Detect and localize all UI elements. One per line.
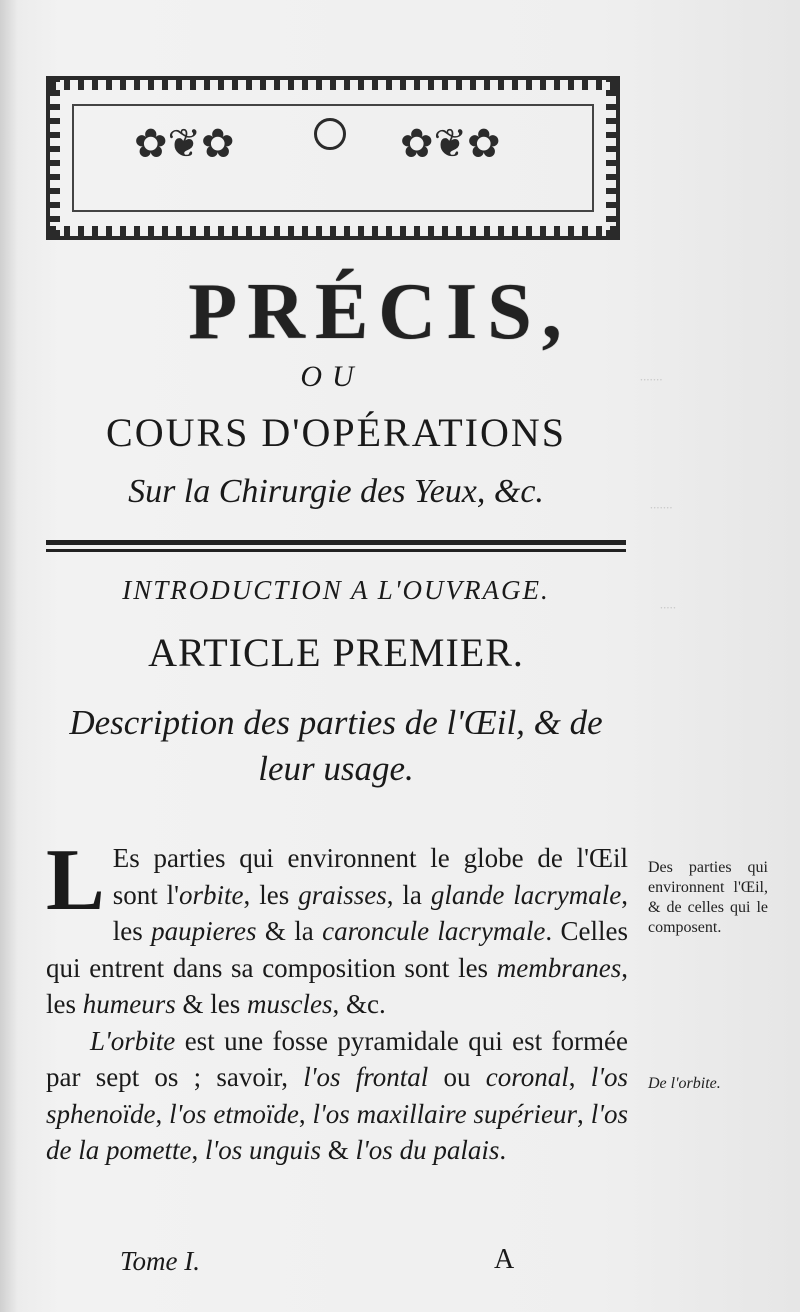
- section-title: Description des parties de l'Œil, & de leur usage.: [69, 703, 603, 788]
- article-heading: ARTICLE PREMIER.: [148, 630, 524, 675]
- drop-cap: L: [46, 832, 105, 929]
- paragraph-2: L'orbite est une fosse pyramidale qui est formée par sept os ; savoir, l'os frontal ou coronal, l'os sphenoïde, l'os etmoïde, l'os maxillaire supérieur, l'os de la pomette, l'os unguis & l'os du palais.: [46, 1025, 629, 1165]
- decorative-headpiece: [46, 76, 620, 240]
- book-title: PRÉCIS,: [188, 268, 572, 356]
- floral-ornament-right: ✿❦✿: [400, 121, 501, 166]
- bleed-through-text: ·······: [640, 372, 663, 387]
- introduction-heading: INTRODUCTION A L'OUVRAGE.: [122, 575, 550, 605]
- bleed-through-text: ·····: [660, 600, 677, 615]
- floral-ornament-left: ✿❦✿: [134, 121, 235, 166]
- signature-mark: A: [494, 1244, 515, 1275]
- main-title: COURS D'OPÉRATIONS: [106, 410, 566, 455]
- side-note-orbite: De l'orbite.: [648, 1075, 721, 1092]
- body-text: [46, 832, 629, 1169]
- bleed-through-text: ·······: [650, 500, 673, 515]
- title-conjunction: OU: [300, 360, 364, 393]
- side-note-parts: Des parties qui environnent l'Œil, & de celles qui le composent.: [648, 859, 768, 936]
- paragraph-1: L Es parties qui environnent le globe de l'Œil sont l'orbite, les graisses, la glande lacrymale, les paupieres & la caroncule lacrymale. Celles qui entrent dans sa composition sont les membranes, les humeurs & les muscles, &c.: [46, 832, 628, 1019]
- double-rule-top: [46, 540, 626, 545]
- double-rule-bottom: [46, 549, 626, 552]
- subtitle: Sur la Chirurgie des Yeux, &c.: [128, 473, 544, 510]
- cherub-face-ornament: [314, 118, 346, 150]
- volume-label: Tome I.: [120, 1246, 201, 1276]
